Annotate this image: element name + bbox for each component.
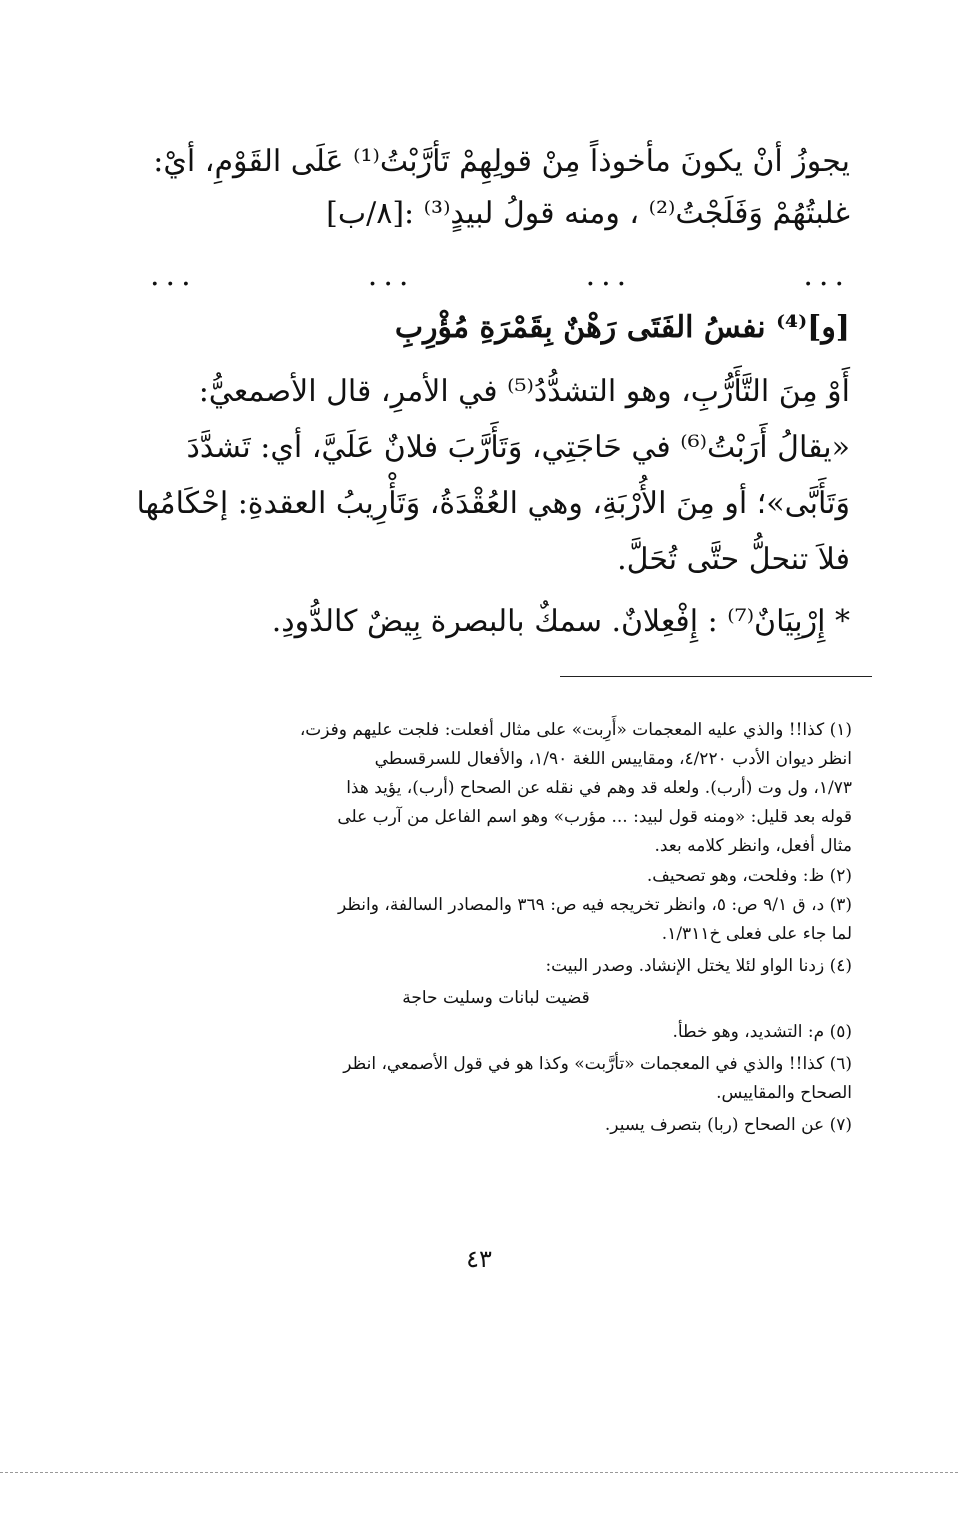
footnote-line: (٢) ظ: وفلحت، وهو تصحيف.: [646, 866, 852, 886]
footnote-line: قوله بعد قليل: «ومنه قول لبيد: ... مؤرب» وهو اسم الفاعل من آرب على: [337, 807, 852, 827]
text-line: وَتَأَبَّى»؛ أو مِنَ الأُرْبَةِ، وهي العُقْدَةُ، وَتَأْرِيبُ العقدةِ: إحْكَامُها: [136, 486, 850, 521]
footnote-verse: قضيت لبانات وسليت حاجة: [402, 988, 590, 1008]
text-line: غلبتُهُمْ وَفَلَجْتُ⁽²⁾ ، ومنه قولُ لبيدٍ⁽³⁾ :[٨/ب]: [326, 196, 850, 231]
poem-verse: [و]⁽⁴⁾ نفسُ الفَتَى رَهْنٌ بِقَمْرَةِ مُؤْرِبِ: [394, 310, 850, 345]
text-line: يجوزُ أنْ يكونَ مأخوذاً مِنْ قولِهِمْ تَأرَّبْتُ⁽¹⁾ عَلَى القَوْمِ، أيْ:: [153, 144, 850, 179]
footnote-line: مثال أفعل، وانظر كلامه بعد.: [654, 836, 852, 856]
footnote-line: (١) كذا!! والذي عليه المعجمات «أَرِبت» على مثال أفعلت: فلجت عليهم وفزت،: [299, 720, 852, 740]
footnote-line: انظر ديوان الأدب ٤/٢٢٠، ومقاييس اللغة ١/٩٠، والأفعال للسرقسطي: [374, 749, 852, 769]
footnote-line: ١/٧٣، ول وت (أرب). ولعله قد وهم في نقله عن الصحاح (أرب)، يؤيد هذا: [346, 778, 852, 798]
footnote-line: (٧) عن الصحاح (ربا) بتصرف يسير.: [604, 1115, 852, 1135]
footnote-line: (٥) م: التشديد، وهو خطأ.: [672, 1022, 852, 1042]
text-line: «يقالُ أَرَبْتُ⁽⁶⁾ في حَاجَتِي، وَتَأَرَّبَ فلانٌ عَلَيَّ، أي: تَشدَّدَ: [186, 430, 850, 465]
page-number: ٤٣: [466, 1245, 492, 1273]
ellipsis: ...: [585, 258, 633, 293]
text-line: فلاَ تنحلُّ حتَّى تُحَلَّ.: [617, 542, 850, 577]
ellipsis: ...: [367, 258, 415, 293]
entry-line: * إِرْبِيَانٌ⁽⁷⁾ : إِفْعِلانٌ. سمكٌ بالبصرة بِيضٌ كالدُّودِ.: [271, 604, 850, 639]
footnote-line: الصحاح والمقاييس.: [716, 1083, 852, 1103]
ellipsis: ...: [150, 258, 197, 293]
footnote-line: (٦) كذا!! والذي في المعجمات «تأرَّبت» وكذا هو في قول الأصمعي، انظر: [343, 1054, 852, 1074]
footnote-line: لما جاء على فعلى خ١/٣١١.: [661, 924, 852, 944]
text-line: أَوْ مِنَ التَّأَرُّبِ، وهو التشدُّدُ⁽⁵⁾ في الأمرِ، قال الأصمعيُّ:: [198, 374, 850, 409]
footnote-divider: [560, 676, 872, 677]
footnote-line: (٤) زدنا الواو لئلا يختل الإنشاد. وصدر البيت:: [545, 956, 852, 976]
scan-edge: [0, 1472, 958, 1473]
footnote-line: (٣) د، ق ٩/١ ص: ٥، وانظر تخريجه فيه ص: ٣٦٩ والمصادر السالفة، وانظر: [337, 895, 852, 915]
ellipsis: ...: [803, 258, 850, 293]
ellipsis-row: [150, 258, 850, 293]
